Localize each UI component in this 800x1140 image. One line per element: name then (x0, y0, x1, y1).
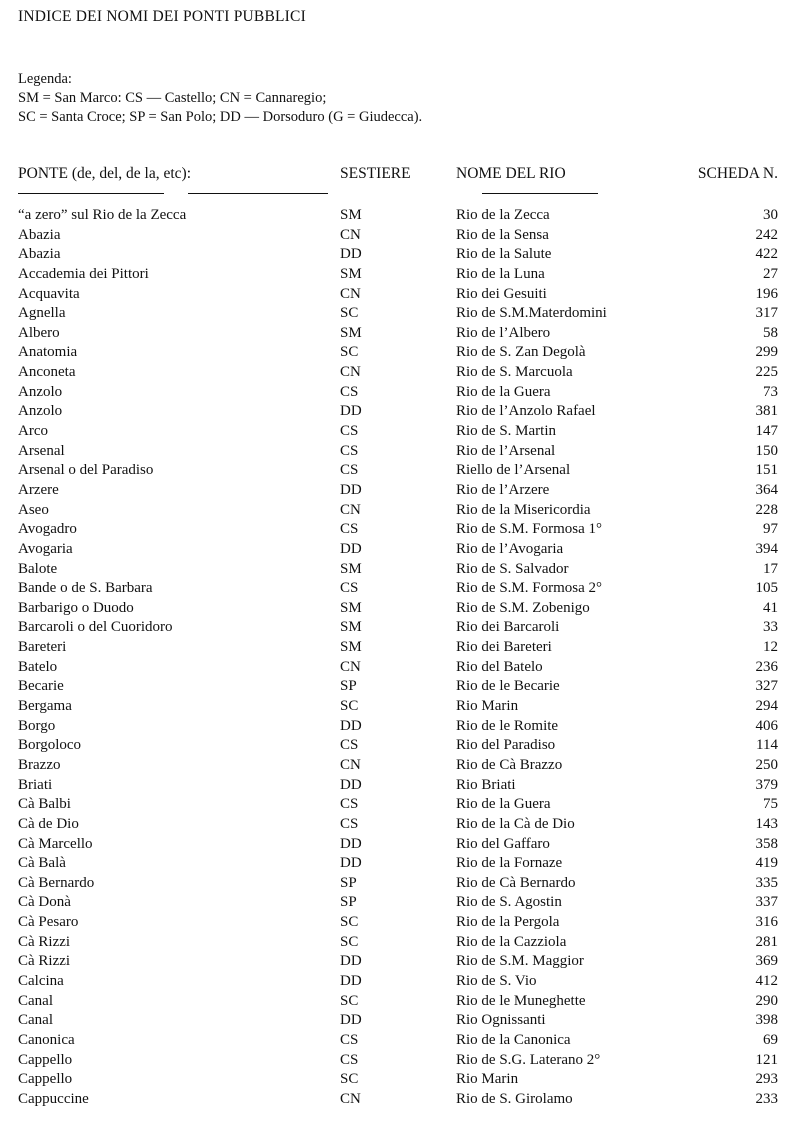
cell-rio: Rio de le Romite (456, 717, 559, 734)
cell-sestiere: DD (340, 776, 362, 793)
cell-sestiere: SC (340, 933, 359, 950)
cell-rio: Rio de S.M. Formosa 1° (456, 521, 603, 538)
column-header-rio: NOME DEL RIO (456, 165, 566, 182)
table-row (0, 638, 800, 658)
cell-rio: Rio de S. Marcuola (456, 364, 573, 381)
cell-sestiere: CN (340, 756, 361, 773)
table-row (0, 992, 800, 1012)
cell-ponte: Cà Bernardo (18, 874, 95, 891)
table-row (0, 422, 800, 442)
table-row (0, 952, 800, 972)
cell-sestiere: SC (340, 344, 359, 361)
cell-scheda: 412 (755, 972, 778, 989)
cell-sestiere: SC (340, 914, 359, 931)
table-row (0, 717, 800, 737)
legend-line: SC = Santa Croce; SP = San Polo; DD — Dorsoduro (G = Giudecca). (18, 109, 423, 125)
cell-ponte: Arzere (18, 481, 59, 498)
table-row (0, 226, 800, 246)
cell-ponte: Cappello (18, 1051, 73, 1068)
cell-rio: Rio de S.M. Zobenigo (456, 599, 590, 616)
cell-rio: Rio de S. Agostin (456, 894, 562, 911)
cell-scheda: 147 (755, 423, 778, 440)
cell-rio: Rio de la Pergola (456, 914, 560, 931)
cell-rio: Rio dei Bareteri (456, 639, 552, 656)
cell-rio: Rio de la Cazziola (456, 933, 567, 950)
cell-scheda: 143 (755, 815, 778, 832)
cell-sestiere: SM (340, 560, 362, 577)
cell-rio: Rio de la Luna (456, 265, 545, 282)
cell-sestiere: DD (340, 717, 362, 734)
bridge-index-table (0, 206, 800, 1109)
cell-rio: Rio de la Cà de Dio (456, 815, 575, 832)
column-underline (18, 193, 164, 194)
table-row (0, 933, 800, 953)
cell-sestiere: SM (340, 265, 362, 282)
cell-sestiere: CN (340, 1090, 361, 1107)
cell-rio: Rio de la Fornaze (456, 855, 563, 872)
table-row (0, 736, 800, 756)
cell-ponte: Cà Donà (18, 894, 71, 911)
cell-rio: Rio de la Guera (456, 796, 551, 813)
table-row (0, 1011, 800, 1031)
cell-sestiere: CS (340, 815, 359, 832)
table-row (0, 383, 800, 403)
cell-ponte: Cà Marcello (18, 835, 93, 852)
cell-ponte: Borgoloco (18, 737, 82, 754)
cell-ponte: Becarie (18, 678, 64, 695)
cell-ponte: Accademia dei Pittori (18, 265, 149, 282)
table-row (0, 1031, 800, 1051)
cell-rio: Rio de le Becarie (456, 678, 560, 695)
cell-sestiere: SM (340, 599, 362, 616)
cell-sestiere: DD (340, 835, 362, 852)
cell-ponte: Bergama (18, 698, 72, 715)
cell-scheda: 75 (763, 796, 778, 813)
cell-scheda: 294 (755, 698, 778, 715)
cell-scheda: 30 (763, 207, 778, 223)
cell-scheda: 299 (755, 344, 778, 361)
cell-scheda: 228 (755, 501, 778, 518)
cell-ponte: Anzolo (18, 403, 63, 420)
cell-ponte: Arsenal (18, 442, 65, 459)
cell-rio: Rio de S. Salvador (456, 560, 569, 577)
table-row (0, 304, 800, 324)
table-row (0, 854, 800, 874)
cell-ponte: Abazia (18, 246, 61, 263)
cell-sestiere: CS (340, 423, 359, 440)
cell-rio: Rio de la Salute (456, 246, 552, 263)
cell-rio: Rio Briati (456, 776, 516, 793)
cell-scheda: 358 (755, 835, 778, 852)
cell-ponte: Canal (18, 992, 53, 1009)
cell-scheda: 406 (755, 717, 778, 734)
cell-rio: Rio de l’Arzere (456, 481, 550, 498)
cell-scheda: 236 (755, 658, 778, 675)
cell-scheda: 33 (763, 619, 778, 636)
cell-rio: Rio de Cà Brazzo (456, 756, 563, 773)
cell-rio: Rio del Paradiso (456, 737, 556, 754)
cell-scheda: 58 (763, 324, 778, 341)
cell-ponte: Cappuccine (18, 1090, 89, 1107)
table-row (0, 972, 800, 992)
cell-scheda: 364 (755, 481, 778, 498)
table-row (0, 893, 800, 913)
cell-scheda: 327 (755, 678, 778, 695)
cell-rio: Rio de la Misericordia (456, 501, 591, 518)
cell-rio: Rio de l’Arsenal (456, 442, 556, 459)
cell-ponte: Acquavita (18, 285, 80, 302)
cell-ponte: Balote (18, 560, 58, 577)
cell-scheda: 419 (755, 855, 778, 872)
table-row (0, 265, 800, 285)
cell-ponte: Canal (18, 1012, 53, 1029)
cell-ponte: Canonica (18, 1031, 75, 1048)
table-row (0, 245, 800, 265)
cell-sestiere: CS (340, 442, 359, 459)
cell-sestiere: SP (340, 874, 357, 891)
table-row (0, 776, 800, 796)
cell-ponte: Cà Rizzi (18, 933, 71, 950)
table-row (0, 697, 800, 717)
cell-ponte: Brazzo (18, 756, 61, 773)
cell-sestiere: SM (340, 207, 362, 223)
column-header-sestiere: SESTIERE (340, 165, 411, 182)
cell-sestiere: CS (340, 796, 359, 813)
cell-sestiere: SP (340, 678, 357, 695)
cell-sestiere: CS (340, 737, 359, 754)
cell-rio: Rio de l’Anzolo Rafael (456, 403, 596, 420)
cell-sestiere: DD (340, 481, 362, 498)
cell-scheda: 293 (755, 1071, 778, 1088)
cell-ponte: Cà de Dio (18, 815, 79, 832)
column-underline (188, 193, 328, 194)
cell-scheda: 121 (755, 1051, 778, 1068)
table-row (0, 442, 800, 462)
cell-sestiere: CN (340, 364, 361, 381)
cell-rio: Rio de S.M. Formosa 2° (456, 580, 603, 597)
cell-sestiere: SC (340, 992, 359, 1009)
cell-scheda: 105 (755, 580, 778, 597)
cell-ponte: Batelo (18, 658, 58, 675)
cell-rio: Rio dei Gesuiti (456, 285, 547, 302)
cell-rio: Rio del Batelo (456, 658, 543, 675)
cell-rio: Rio de la Guera (456, 383, 551, 400)
cell-ponte: Cà Balbi (18, 796, 71, 813)
cell-rio: Rio de S. Girolamo (456, 1090, 573, 1107)
table-row (0, 795, 800, 815)
cell-scheda: 394 (755, 540, 778, 557)
cell-scheda: 150 (755, 442, 778, 459)
cell-sestiere: CS (340, 580, 359, 597)
cell-rio: Rio de la Canonica (456, 1031, 571, 1048)
cell-ponte: Cà Pesaro (18, 914, 79, 931)
table-row (0, 402, 800, 422)
table-row (0, 815, 800, 835)
cell-rio: Rio de l’Albero (456, 324, 551, 341)
cell-ponte: Avogadro (18, 521, 77, 538)
cell-rio: Rio de S. Martin (456, 423, 556, 440)
cell-scheda: 12 (763, 639, 778, 656)
cell-ponte: Arsenal o del Paradiso (18, 462, 154, 479)
table-row (0, 874, 800, 894)
cell-scheda: 151 (755, 462, 778, 479)
cell-scheda: 69 (763, 1031, 778, 1048)
table-row (0, 835, 800, 855)
cell-rio: Rio de S. Zan Degolà (456, 344, 586, 361)
cell-scheda: 369 (755, 953, 778, 970)
page-title: INDICE DEI NOMI DEI PONTI PUBBLICI (18, 8, 306, 25)
cell-scheda: 27 (763, 265, 778, 282)
cell-ponte: Avogaria (18, 540, 73, 557)
cell-scheda: 17 (763, 560, 778, 577)
cell-sestiere: SP (340, 894, 357, 911)
cell-sestiere: CN (340, 226, 361, 243)
cell-sestiere: CS (340, 521, 359, 538)
table-row (0, 1090, 800, 1110)
cell-ponte: Barcaroli o del Cuoridoro (18, 619, 173, 636)
cell-scheda: 196 (755, 285, 778, 302)
cell-ponte: Anconeta (18, 364, 76, 381)
cell-ponte: Anzolo (18, 383, 63, 400)
table-row (0, 560, 800, 580)
cell-rio: Rio Marin (456, 698, 519, 715)
table-row (0, 461, 800, 481)
cell-ponte: Anatomia (18, 344, 78, 361)
table-header (0, 165, 800, 201)
cell-sestiere: CS (340, 1031, 359, 1048)
cell-scheda: 97 (763, 521, 778, 538)
cell-rio: Rio Ognissanti (456, 1012, 546, 1029)
cell-scheda: 337 (755, 894, 778, 911)
cell-scheda: 422 (755, 246, 778, 263)
cell-ponte: Agnella (18, 305, 66, 322)
cell-rio: Rio de l’Avogaria (456, 540, 564, 557)
column-header-ponte: PONTE (de, del, de la, etc): (18, 165, 192, 182)
cell-scheda: 316 (755, 914, 778, 931)
table-row (0, 756, 800, 776)
cell-scheda: 290 (755, 992, 778, 1009)
cell-ponte: “a zero” sul Rio de la Zecca (18, 207, 187, 223)
cell-sestiere: SM (340, 324, 362, 341)
cell-ponte: Briati (18, 776, 53, 793)
cell-scheda: 398 (755, 1012, 778, 1029)
cell-ponte: Borgo (18, 717, 56, 734)
cell-rio: Rio de S.M. Maggior (456, 953, 584, 970)
table-row (0, 540, 800, 560)
table-row (0, 206, 800, 226)
cell-sestiere: CN (340, 658, 361, 675)
cell-ponte: Calcina (18, 972, 64, 989)
table-row (0, 343, 800, 363)
cell-scheda: 317 (755, 305, 778, 322)
cell-ponte: Abazia (18, 226, 61, 243)
cell-scheda: 73 (763, 383, 778, 400)
cell-sestiere: SC (340, 698, 359, 715)
table-row (0, 1051, 800, 1071)
cell-ponte: Barbarigo o Duodo (18, 599, 134, 616)
cell-scheda: 242 (755, 226, 778, 243)
table-row (0, 677, 800, 697)
cell-ponte: Bareteri (18, 639, 67, 656)
legend-line: SM = San Marco: CS — Castello; CN = Cannaregio; (18, 90, 327, 106)
cell-sestiere: DD (340, 1012, 362, 1029)
cell-scheda: 335 (755, 874, 778, 891)
table-row (0, 913, 800, 933)
legend-heading: Legenda: (18, 71, 72, 87)
cell-sestiere: SM (340, 619, 362, 636)
cell-rio: Rio de la Zecca (456, 207, 550, 223)
cell-sestiere: CS (340, 383, 359, 400)
column-header-scheda: SCHEDA N. (697, 165, 778, 182)
cell-rio: Rio del Gaffaro (456, 835, 550, 852)
table-row (0, 501, 800, 521)
cell-scheda: 225 (755, 364, 778, 381)
cell-ponte: Aseo (18, 501, 49, 518)
table-row (0, 579, 800, 599)
cell-scheda: 233 (755, 1090, 778, 1107)
cell-rio: Rio de S. Vio (456, 972, 537, 989)
cell-sestiere: SC (340, 1071, 359, 1088)
table-row (0, 324, 800, 344)
cell-sestiere: CS (340, 1051, 359, 1068)
table-row (0, 658, 800, 678)
cell-ponte: Albero (18, 324, 60, 341)
cell-ponte: Cà Rizzi (18, 953, 71, 970)
table-row (0, 363, 800, 383)
cell-ponte: Bande o de S. Barbara (18, 580, 153, 597)
cell-scheda: 250 (755, 756, 778, 773)
legend (18, 70, 422, 127)
cell-rio: Rio dei Barcaroli (456, 619, 560, 636)
cell-ponte: Cà Balà (18, 855, 66, 872)
cell-sestiere: DD (340, 540, 362, 557)
cell-scheda: 379 (755, 776, 778, 793)
cell-ponte: Cappello (18, 1071, 73, 1088)
cell-scheda: 381 (755, 403, 778, 420)
cell-ponte: Arco (18, 423, 48, 440)
table-row (0, 520, 800, 540)
cell-rio: Rio de S.G. Laterano 2° (456, 1051, 601, 1068)
cell-sestiere: DD (340, 855, 362, 872)
cell-rio: Riello de l’Arsenal (456, 462, 571, 479)
cell-sestiere: DD (340, 972, 362, 989)
cell-scheda: 114 (756, 737, 778, 754)
table-row (0, 599, 800, 619)
cell-sestiere: DD (340, 403, 362, 420)
cell-rio: Rio de Cà Bernardo (456, 874, 576, 891)
cell-sestiere: CN (340, 285, 361, 302)
cell-rio: Rio de S.M.Materdomini (456, 305, 607, 322)
table-row (0, 285, 800, 305)
cell-rio: Rio Marin (456, 1071, 519, 1088)
column-underline (482, 193, 598, 194)
cell-sestiere: DD (340, 953, 362, 970)
cell-scheda: 41 (763, 599, 778, 616)
cell-sestiere: SC (340, 305, 359, 322)
cell-rio: Rio de le Muneghette (456, 992, 586, 1009)
cell-rio: Rio de la Sensa (456, 226, 549, 243)
cell-sestiere: DD (340, 246, 362, 263)
cell-sestiere: SM (340, 639, 362, 656)
cell-scheda: 281 (755, 933, 778, 950)
cell-sestiere: CS (340, 462, 359, 479)
table-row (0, 618, 800, 638)
cell-sestiere: CN (340, 501, 361, 518)
table-row (0, 1070, 800, 1090)
table-row (0, 481, 800, 501)
